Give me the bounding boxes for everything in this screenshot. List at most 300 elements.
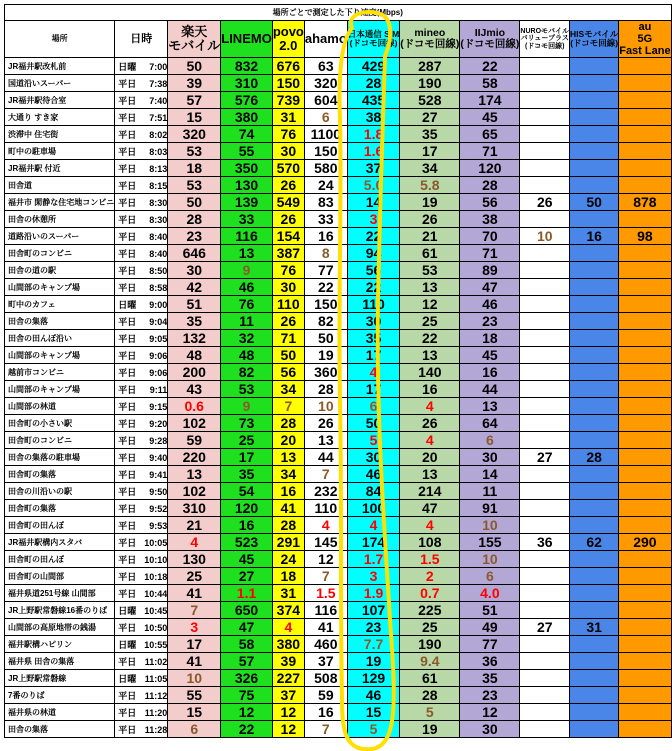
speed-cell-iijmio[interactable]: 89 [460, 262, 520, 279]
place-cell[interactable]: 山間部のキャンプ場 [5, 279, 115, 296]
speed-cell-ahamo[interactable]: 16 [304, 228, 347, 245]
speed-cell-iijmio[interactable]: 77 [460, 636, 520, 653]
datetime-cell[interactable] [115, 653, 168, 670]
speed-cell-ahamo[interactable]: 604 [304, 92, 347, 109]
datetime-cell[interactable] [115, 432, 168, 449]
datetime-cell[interactable] [115, 177, 168, 194]
speed-cell-linemo[interactable]: 350 [221, 160, 273, 177]
speed-cell-nihon[interactable]: 5 [347, 432, 399, 449]
speed-cell-mineo[interactable]: 108 [400, 534, 460, 551]
speed-cell-iijmio[interactable]: 71 [460, 245, 520, 262]
speed-cell-his[interactable] [570, 432, 619, 449]
speed-cell-povo[interactable]: 4 [272, 619, 304, 636]
speed-cell-ahamo[interactable]: 7 [304, 568, 347, 585]
speed-cell-nihon[interactable]: 30 [347, 313, 399, 330]
header-place[interactable]: 場所 [5, 21, 115, 58]
speed-cell-mineo[interactable]: 4 [400, 432, 460, 449]
datetime-cell[interactable] [115, 75, 168, 92]
speed-cell-nuro[interactable] [520, 568, 570, 585]
speed-cell-iijmio[interactable]: 12 [460, 704, 520, 721]
speed-cell-nuro[interactable] [520, 483, 570, 500]
speed-cell-rakuten[interactable]: 200 [168, 364, 221, 381]
speed-cell-povo[interactable]: 374 [272, 602, 304, 619]
speed-cell-au[interactable] [619, 619, 671, 636]
speed-cell-au[interactable] [619, 636, 671, 653]
speed-cell-au[interactable] [619, 721, 671, 738]
speed-cell-povo[interactable]: 380 [272, 636, 304, 653]
header-ahamo[interactable] [304, 21, 347, 58]
speed-cell-nuro[interactable]: 36 [520, 534, 570, 551]
speed-cell-povo[interactable]: 676 [272, 58, 304, 75]
place-cell[interactable]: 越前市コンビニ [5, 364, 115, 381]
speed-cell-iijmio[interactable]: 10 [460, 517, 520, 534]
speed-cell-povo[interactable]: 28 [272, 415, 304, 432]
speed-cell-ahamo[interactable]: 150 [304, 296, 347, 313]
speed-cell-iijmio[interactable]: 49 [460, 619, 520, 636]
speed-cell-his[interactable] [570, 330, 619, 347]
datetime-cell[interactable] [115, 313, 168, 330]
speed-cell-linemo[interactable]: 120 [221, 500, 273, 517]
speed-cell-his[interactable] [570, 177, 619, 194]
speed-cell-ahamo[interactable]: 41 [304, 619, 347, 636]
speed-cell-rakuten[interactable]: 220 [168, 449, 221, 466]
speed-cell-iijmio[interactable]: 10 [460, 551, 520, 568]
speed-cell-ahamo[interactable]: 44 [304, 449, 347, 466]
speed-cell-mineo[interactable]: 20 [400, 449, 460, 466]
speed-cell-nuro[interactable] [520, 415, 570, 432]
speed-cell-rakuten[interactable]: 41 [168, 653, 221, 670]
speed-cell-povo[interactable]: 34 [272, 381, 304, 398]
speed-cell-nuro[interactable] [520, 636, 570, 653]
speed-cell-rakuten[interactable]: 132 [168, 330, 221, 347]
speed-cell-linemo[interactable]: 1.1 [221, 585, 273, 602]
speed-cell-au[interactable] [619, 432, 671, 449]
speed-cell-nuro[interactable] [520, 92, 570, 109]
speed-cell-rakuten[interactable]: 7 [168, 602, 221, 619]
datetime-cell[interactable] [115, 245, 168, 262]
speed-cell-nihon[interactable]: 1.7 [347, 551, 399, 568]
speed-cell-his[interactable] [570, 262, 619, 279]
speed-cell-nuro[interactable] [520, 721, 570, 738]
speed-cell-linemo[interactable]: 53 [221, 381, 273, 398]
datetime-cell[interactable] [115, 704, 168, 721]
speed-cell-iijmio[interactable]: 13 [460, 398, 520, 415]
speed-cell-his[interactable] [570, 398, 619, 415]
speed-cell-au[interactable]: 878 [619, 194, 671, 211]
speed-cell-au[interactable] [619, 245, 671, 262]
speed-cell-mineo[interactable]: 17 [400, 143, 460, 160]
speed-cell-rakuten[interactable]: 35 [168, 313, 221, 330]
speed-cell-iijmio[interactable]: 174 [460, 92, 520, 109]
speed-cell-his[interactable] [570, 466, 619, 483]
speed-cell-his[interactable] [570, 687, 619, 704]
speed-cell-mineo[interactable]: 19 [400, 721, 460, 738]
speed-cell-linemo[interactable]: 47 [221, 619, 273, 636]
datetime-cell[interactable] [115, 347, 168, 364]
speed-cell-ahamo[interactable]: 1100 [304, 126, 347, 143]
speed-cell-au[interactable] [619, 330, 671, 347]
speed-cell-his[interactable] [570, 704, 619, 721]
speed-cell-linemo[interactable]: 116 [221, 228, 273, 245]
datetime-cell[interactable] [115, 92, 168, 109]
speed-cell-linemo[interactable]: 76 [221, 296, 273, 313]
speed-cell-mineo[interactable]: 19 [400, 194, 460, 211]
speed-cell-povo[interactable]: 56 [272, 364, 304, 381]
datetime-cell[interactable] [115, 602, 168, 619]
header-iijmio[interactable] [460, 21, 520, 58]
speed-cell-linemo[interactable]: 16 [221, 517, 273, 534]
speed-cell-ahamo[interactable]: 145 [304, 534, 347, 551]
place-cell[interactable]: 福井市 閑静な住宅地コンビニ [5, 194, 115, 211]
speed-cell-iijmio[interactable]: 71 [460, 143, 520, 160]
speed-cell-linemo[interactable]: 33 [221, 211, 273, 228]
speed-cell-rakuten[interactable]: 320 [168, 126, 221, 143]
speed-cell-nuro[interactable] [520, 687, 570, 704]
place-cell[interactable]: 田舎の集落 [5, 313, 115, 330]
speed-cell-ahamo[interactable]: 580 [304, 160, 347, 177]
speed-cell-ahamo[interactable]: 150 [304, 143, 347, 160]
speed-cell-nihon[interactable]: 56 [347, 262, 399, 279]
speed-cell-nihon[interactable]: 100 [347, 500, 399, 517]
speed-cell-povo[interactable]: 12 [272, 721, 304, 738]
speed-cell-his[interactable] [570, 143, 619, 160]
datetime-cell[interactable] [115, 279, 168, 296]
speed-cell-iijmio[interactable]: 70 [460, 228, 520, 245]
speed-cell-iijmio[interactable]: 28 [460, 177, 520, 194]
speed-cell-rakuten[interactable]: 23 [168, 228, 221, 245]
speed-cell-ahamo[interactable]: 83 [304, 194, 347, 211]
speed-cell-ahamo[interactable]: 7 [304, 721, 347, 738]
speed-cell-rakuten[interactable]: 18 [168, 160, 221, 177]
speed-cell-mineo[interactable]: 22 [400, 330, 460, 347]
speed-cell-his[interactable]: 50 [570, 194, 619, 211]
speed-cell-linemo[interactable]: 326 [221, 670, 273, 687]
place-cell[interactable]: JR上野駅常磐線 [5, 670, 115, 687]
speed-cell-ahamo[interactable]: 37 [304, 653, 347, 670]
speed-cell-mineo[interactable]: 12 [400, 296, 460, 313]
speed-cell-rakuten[interactable]: 130 [168, 551, 221, 568]
speed-cell-au[interactable] [619, 415, 671, 432]
place-cell[interactable]: 田舎の道の駅 [5, 262, 115, 279]
speed-cell-mineo[interactable]: 287 [400, 58, 460, 75]
place-cell[interactable]: 田舎の集落 [5, 721, 115, 738]
speed-cell-iijmio[interactable]: 30 [460, 449, 520, 466]
speed-cell-nuro[interactable] [520, 296, 570, 313]
speed-cell-rakuten[interactable]: 43 [168, 381, 221, 398]
speed-cell-nihon[interactable]: 50 [347, 415, 399, 432]
header-au[interactable] [619, 21, 671, 58]
speed-cell-mineo[interactable]: 190 [400, 75, 460, 92]
speed-cell-povo[interactable]: 30 [272, 279, 304, 296]
speed-cell-linemo[interactable]: 576 [221, 92, 273, 109]
speed-cell-nuro[interactable]: 10 [520, 228, 570, 245]
speed-cell-nihon[interactable]: 22 [347, 279, 399, 296]
datetime-cell[interactable] [115, 228, 168, 245]
speed-cell-ahamo[interactable]: 7 [304, 466, 347, 483]
speed-cell-linemo[interactable]: 380 [221, 109, 273, 126]
speed-cell-ahamo[interactable]: 6 [304, 109, 347, 126]
speed-cell-his[interactable]: 16 [570, 228, 619, 245]
speed-cell-povo[interactable]: 76 [272, 126, 304, 143]
speed-cell-linemo[interactable]: 73 [221, 415, 273, 432]
speed-cell-linemo[interactable]: 27 [221, 568, 273, 585]
speed-cell-nihon[interactable]: 28 [347, 75, 399, 92]
place-cell[interactable]: 町中の駐車場 [5, 143, 115, 160]
speed-cell-nuro[interactable] [520, 211, 570, 228]
speed-cell-ahamo[interactable]: 77 [304, 262, 347, 279]
speed-cell-au[interactable] [619, 517, 671, 534]
place-cell[interactable]: 山間部のキャンプ場 [5, 381, 115, 398]
speed-cell-au[interactable] [619, 126, 671, 143]
speed-cell-his[interactable] [570, 568, 619, 585]
place-cell[interactable]: JR福井駅 付近 [5, 160, 115, 177]
speed-cell-rakuten[interactable]: 48 [168, 347, 221, 364]
place-cell[interactable]: 田舎の田んぼ沿い [5, 330, 115, 347]
speed-cell-povo[interactable]: 41 [272, 500, 304, 517]
place-cell[interactable]: 田舎町の集落 [5, 500, 115, 517]
speed-cell-au[interactable] [619, 296, 671, 313]
speed-cell-ahamo[interactable]: 8 [304, 245, 347, 262]
speed-cell-mineo[interactable]: 25 [400, 619, 460, 636]
speed-cell-iijmio[interactable]: 6 [460, 432, 520, 449]
speed-cell-au[interactable] [619, 92, 671, 109]
speed-cell-iijmio[interactable]: 16 [460, 364, 520, 381]
speed-cell-rakuten[interactable]: 0.6 [168, 398, 221, 415]
speed-cell-rakuten[interactable]: 3 [168, 619, 221, 636]
speed-cell-his[interactable] [570, 109, 619, 126]
speed-cell-iijmio[interactable]: 51 [460, 602, 520, 619]
speed-cell-mineo[interactable]: 0.7 [400, 585, 460, 602]
speed-cell-his[interactable] [570, 636, 619, 653]
speed-cell-iijmio[interactable]: 56 [460, 194, 520, 211]
speed-cell-au[interactable] [619, 602, 671, 619]
speed-cell-au[interactable] [619, 568, 671, 585]
speed-cell-mineo[interactable]: 28 [400, 687, 460, 704]
speed-cell-linemo[interactable]: 13 [221, 245, 273, 262]
speed-cell-nihon[interactable]: 46 [347, 687, 399, 704]
speed-cell-ahamo[interactable]: 110 [304, 500, 347, 517]
speed-cell-au[interactable]: 98 [619, 228, 671, 245]
speed-cell-au[interactable] [619, 500, 671, 517]
speed-cell-mineo[interactable]: 34 [400, 160, 460, 177]
speed-cell-povo[interactable]: 227 [272, 670, 304, 687]
speed-cell-nuro[interactable] [520, 432, 570, 449]
speed-cell-nihon[interactable]: 22 [347, 228, 399, 245]
speed-cell-his[interactable] [570, 585, 619, 602]
speed-cell-nihon[interactable]: 30 [347, 449, 399, 466]
header-rakuten[interactable] [168, 21, 221, 58]
datetime-cell[interactable] [115, 636, 168, 653]
speed-cell-iijmio[interactable]: 11 [460, 483, 520, 500]
speed-cell-nuro[interactable] [520, 466, 570, 483]
speed-cell-au[interactable] [619, 585, 671, 602]
header-linemo[interactable] [221, 21, 273, 58]
speed-cell-nihon[interactable]: 4 [347, 517, 399, 534]
speed-cell-mineo[interactable]: 5 [400, 704, 460, 721]
header-mineo[interactable] [400, 21, 460, 58]
speed-cell-linemo[interactable]: 22 [221, 721, 273, 738]
speed-cell-iijmio[interactable]: 23 [460, 313, 520, 330]
speed-cell-au[interactable] [619, 75, 671, 92]
place-cell[interactable]: 福井県の林道 [5, 704, 115, 721]
speed-cell-nuro[interactable] [520, 262, 570, 279]
datetime-cell[interactable] [115, 517, 168, 534]
place-cell[interactable]: 福井駅構ハピリン [5, 636, 115, 653]
datetime-cell[interactable] [115, 160, 168, 177]
speed-cell-iijmio[interactable]: 155 [460, 534, 520, 551]
speed-cell-rakuten[interactable]: 41 [168, 585, 221, 602]
place-cell[interactable]: 大通り すき家 [5, 109, 115, 126]
speed-cell-rakuten[interactable]: 21 [168, 517, 221, 534]
speed-cell-nihon[interactable]: 17 [347, 381, 399, 398]
speed-cell-nihon[interactable]: 15 [347, 704, 399, 721]
speed-cell-mineo[interactable]: 26 [400, 415, 460, 432]
speed-cell-ahamo[interactable]: 360 [304, 364, 347, 381]
datetime-cell[interactable] [115, 211, 168, 228]
speed-cell-linemo[interactable]: 48 [221, 347, 273, 364]
speed-cell-iijmio[interactable]: 45 [460, 347, 520, 364]
speed-cell-linemo[interactable]: 54 [221, 483, 273, 500]
speed-cell-his[interactable] [570, 364, 619, 381]
speed-cell-nuro[interactable] [520, 704, 570, 721]
speed-cell-ahamo[interactable]: 22 [304, 279, 347, 296]
speed-cell-au[interactable] [619, 704, 671, 721]
speed-cell-iijmio[interactable]: 46 [460, 296, 520, 313]
speed-cell-nuro[interactable] [520, 177, 570, 194]
speed-cell-au[interactable] [619, 279, 671, 296]
speed-cell-his[interactable] [570, 483, 619, 500]
speed-cell-his[interactable] [570, 602, 619, 619]
header-nihon[interactable] [347, 21, 399, 58]
speed-cell-mineo[interactable]: 4 [400, 398, 460, 415]
speed-cell-au[interactable] [619, 483, 671, 500]
speed-cell-rakuten[interactable]: 53 [168, 143, 221, 160]
speed-cell-nuro[interactable] [520, 381, 570, 398]
speed-cell-his[interactable] [570, 500, 619, 517]
speed-cell-nihon[interactable]: 5.0 [347, 177, 399, 194]
speed-cell-ahamo[interactable]: 13 [304, 432, 347, 449]
speed-cell-mineo[interactable]: 25 [400, 313, 460, 330]
speed-cell-mineo[interactable]: 214 [400, 483, 460, 500]
speed-cell-his[interactable] [570, 313, 619, 330]
speed-cell-rakuten[interactable]: 42 [168, 279, 221, 296]
speed-cell-linemo[interactable]: 55 [221, 143, 273, 160]
speed-cell-rakuten[interactable]: 50 [168, 194, 221, 211]
speed-cell-nihon[interactable]: 84 [347, 483, 399, 500]
speed-cell-nuro[interactable] [520, 670, 570, 687]
datetime-cell[interactable] [115, 534, 168, 551]
datetime-cell[interactable] [115, 398, 168, 415]
speed-cell-rakuten[interactable]: 102 [168, 415, 221, 432]
speed-cell-ahamo[interactable]: 24 [304, 177, 347, 194]
datetime-cell[interactable] [115, 449, 168, 466]
speed-cell-nuro[interactable] [520, 313, 570, 330]
datetime-cell[interactable] [115, 466, 168, 483]
datetime-cell[interactable] [115, 262, 168, 279]
speed-cell-nuro[interactable]: 27 [520, 619, 570, 636]
speed-cell-linemo[interactable]: 12 [221, 704, 273, 721]
speed-cell-linemo[interactable]: 832 [221, 58, 273, 75]
speed-cell-ahamo[interactable]: 12 [304, 551, 347, 568]
datetime-cell[interactable] [115, 330, 168, 347]
speed-cell-nuro[interactable] [520, 585, 570, 602]
speed-cell-ahamo[interactable]: 82 [304, 313, 347, 330]
speed-cell-linemo[interactable]: 46 [221, 279, 273, 296]
speed-cell-nuro[interactable] [520, 279, 570, 296]
speed-cell-iijmio[interactable]: 14 [460, 466, 520, 483]
speed-cell-rakuten[interactable]: 10 [168, 670, 221, 687]
speed-cell-nihon[interactable]: 23 [347, 619, 399, 636]
speed-cell-iijmio[interactable]: 38 [460, 211, 520, 228]
speed-cell-his[interactable] [570, 296, 619, 313]
speed-cell-nuro[interactable] [520, 330, 570, 347]
speed-cell-nihon[interactable]: 1.6 [347, 143, 399, 160]
speed-cell-povo[interactable]: 26 [272, 313, 304, 330]
place-cell[interactable]: 田舎町の山間部 [5, 568, 115, 585]
speed-cell-nihon[interactable]: 6 [347, 398, 399, 415]
speed-cell-iijmio[interactable]: 6 [460, 568, 520, 585]
header-datetime[interactable]: 日時 [115, 21, 168, 58]
speed-cell-nihon[interactable]: 1.9 [347, 585, 399, 602]
speed-cell-nuro[interactable] [520, 500, 570, 517]
speed-cell-linemo[interactable]: 310 [221, 75, 273, 92]
speed-cell-au[interactable] [619, 551, 671, 568]
speed-cell-mineo[interactable]: 26 [400, 211, 460, 228]
speed-cell-rakuten[interactable]: 17 [168, 636, 221, 653]
speed-cell-nuro[interactable] [520, 126, 570, 143]
speed-cell-ahamo[interactable]: 1.5 [304, 585, 347, 602]
place-cell[interactable]: 山間部のキャンプ場 [5, 347, 115, 364]
place-cell[interactable]: 福井県 田舎の集落 [5, 653, 115, 670]
datetime-cell[interactable] [115, 568, 168, 585]
speed-cell-his[interactable] [570, 381, 619, 398]
speed-cell-ahamo[interactable]: 63 [304, 58, 347, 75]
speed-cell-rakuten[interactable]: 30 [168, 262, 221, 279]
speed-cell-povo[interactable]: 739 [272, 92, 304, 109]
speed-cell-povo[interactable]: 26 [272, 211, 304, 228]
speed-cell-povo[interactable]: 570 [272, 160, 304, 177]
speed-cell-povo[interactable]: 150 [272, 75, 304, 92]
speed-cell-mineo[interactable]: 4 [400, 517, 460, 534]
speed-cell-ahamo[interactable]: 116 [304, 602, 347, 619]
speed-cell-nuro[interactable] [520, 347, 570, 364]
speed-cell-his[interactable] [570, 551, 619, 568]
speed-cell-nihon[interactable]: 35 [347, 330, 399, 347]
place-cell[interactable]: 渋滞中 住宅街 [5, 126, 115, 143]
speed-cell-povo[interactable]: 37 [272, 687, 304, 704]
speed-cell-ahamo[interactable]: 28 [304, 381, 347, 398]
speed-cell-nuro[interactable] [520, 364, 570, 381]
speed-cell-rakuten[interactable]: 13 [168, 466, 221, 483]
speed-cell-au[interactable] [619, 449, 671, 466]
speed-cell-povo[interactable]: 76 [272, 262, 304, 279]
speed-cell-nuro[interactable]: 26 [520, 194, 570, 211]
datetime-cell[interactable] [115, 415, 168, 432]
speed-cell-iijmio[interactable]: 18 [460, 330, 520, 347]
datetime-cell[interactable] [115, 500, 168, 517]
place-cell[interactable]: 田舎町の田んぼ [5, 551, 115, 568]
speed-cell-linemo[interactable]: 82 [221, 364, 273, 381]
speed-cell-mineo[interactable]: 47 [400, 500, 460, 517]
speed-cell-linemo[interactable]: 32 [221, 330, 273, 347]
speed-cell-his[interactable]: 62 [570, 534, 619, 551]
speed-cell-his[interactable]: 28 [570, 449, 619, 466]
datetime-cell[interactable] [115, 194, 168, 211]
datetime-cell[interactable] [115, 483, 168, 500]
speed-cell-povo[interactable]: 31 [272, 109, 304, 126]
speed-cell-nuro[interactable] [520, 109, 570, 126]
speed-cell-iijmio[interactable]: 36 [460, 653, 520, 670]
